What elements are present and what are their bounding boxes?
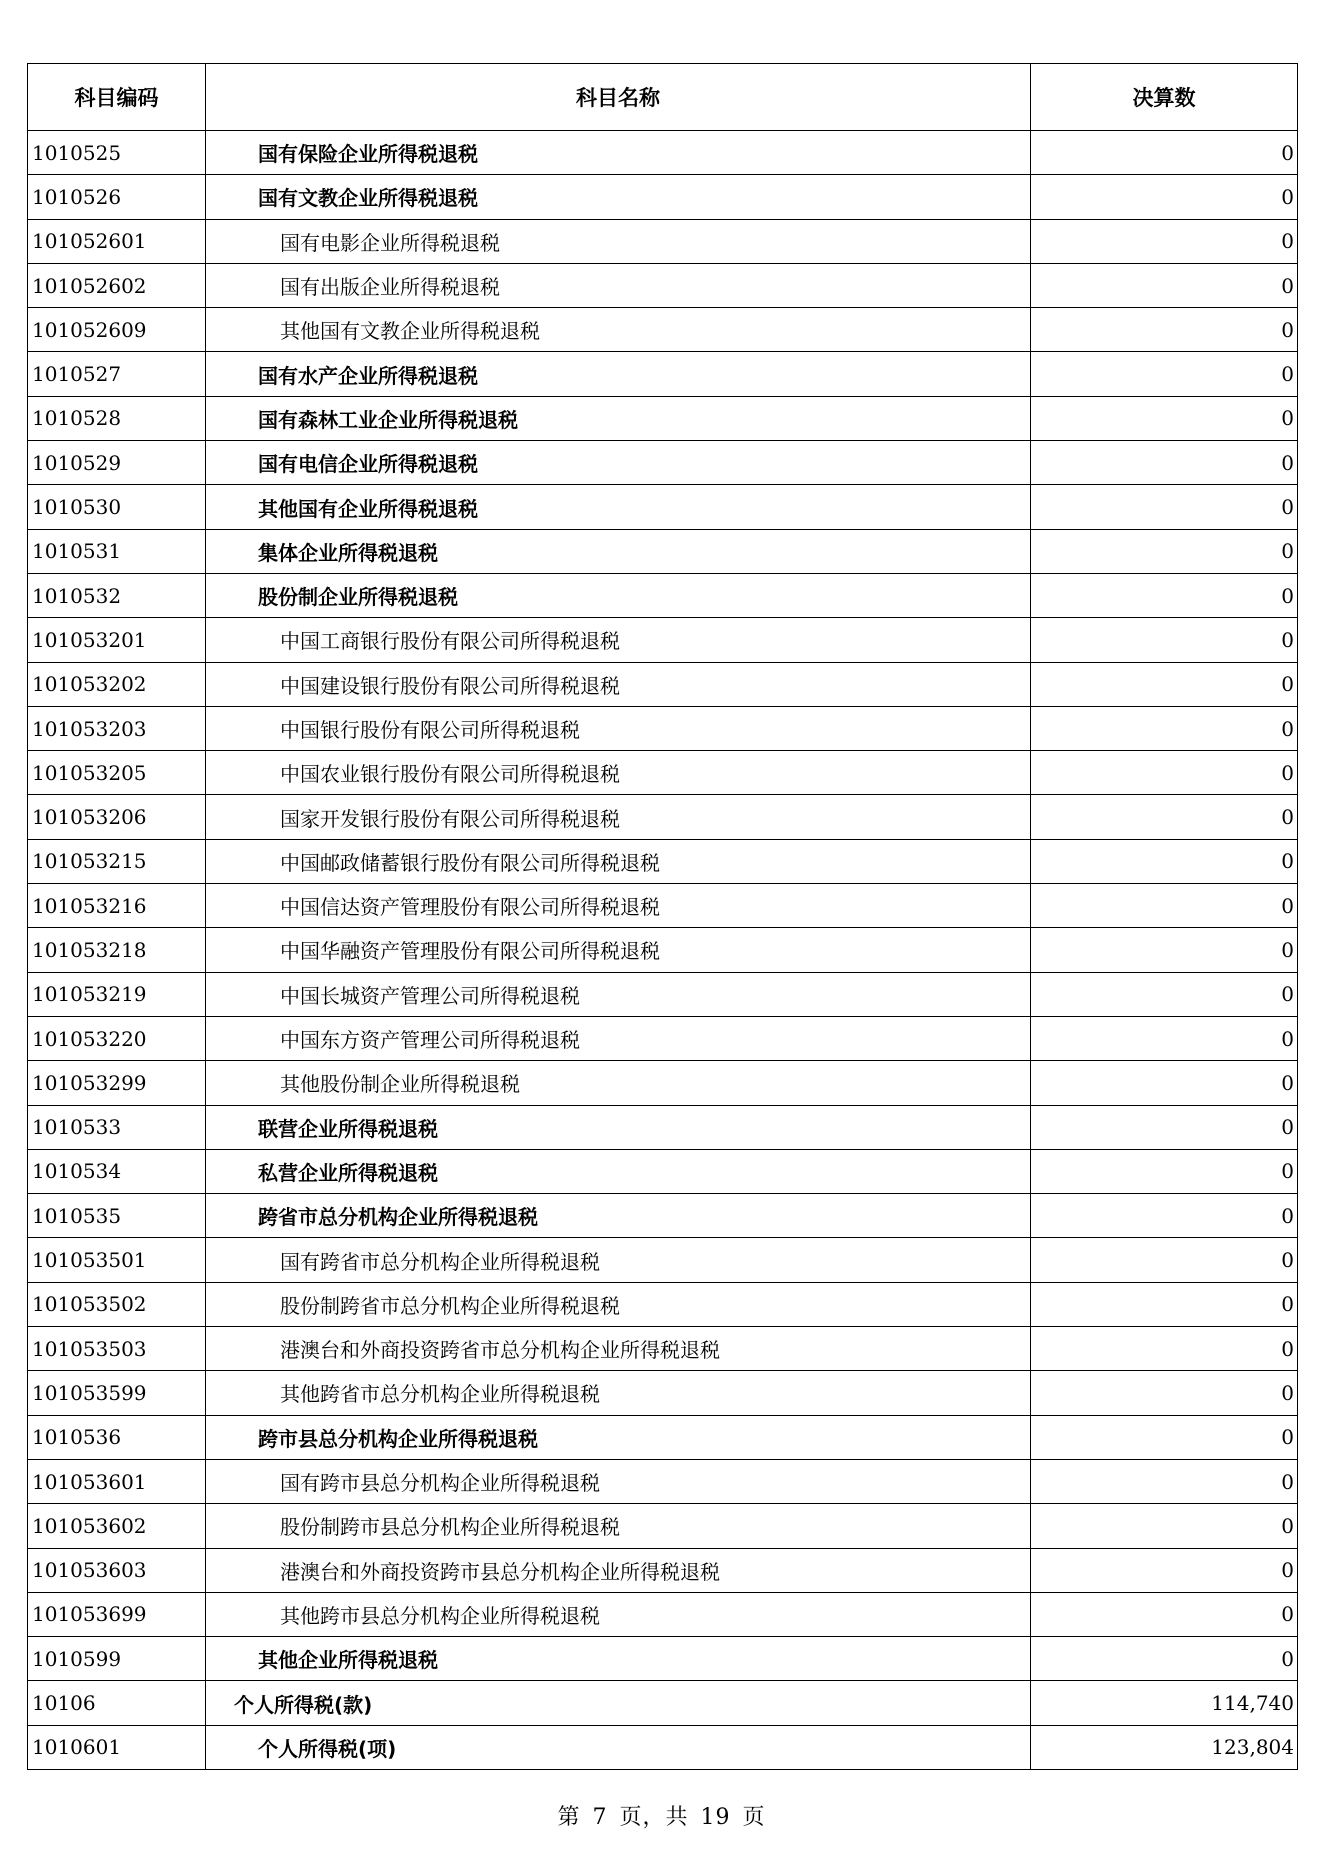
header-name: 科目名称 — [206, 64, 1031, 131]
row-code: 1010534 — [28, 1149, 206, 1193]
row-value: 0 — [1031, 1415, 1298, 1459]
row-name: 股份制跨市县总分机构企业所得税退税 — [206, 1504, 1031, 1548]
row-code: 1010535 — [28, 1194, 206, 1238]
row-value: 0 — [1031, 928, 1298, 972]
row-name: 股份制企业所得税退税 — [206, 573, 1031, 617]
table-row — [28, 1105, 1298, 1149]
row-value: 0 — [1031, 529, 1298, 573]
row-name: 跨省市总分机构企业所得税退税 — [206, 1194, 1031, 1238]
row-value: 0 — [1031, 1371, 1298, 1415]
table-row — [28, 131, 1298, 175]
budget-table-container — [27, 63, 1297, 1770]
row-value: 0 — [1031, 131, 1298, 175]
row-value: 0 — [1031, 1504, 1298, 1548]
table-row — [28, 1327, 1298, 1371]
table-row — [28, 795, 1298, 839]
table-row — [28, 485, 1298, 529]
row-name: 国有出版企业所得税退税 — [206, 263, 1031, 307]
row-value: 0 — [1031, 441, 1298, 485]
row-name: 其他跨市县总分机构企业所得税退税 — [206, 1592, 1031, 1636]
row-value: 0 — [1031, 308, 1298, 352]
row-name: 其他国有企业所得税退税 — [206, 485, 1031, 529]
table-row — [28, 751, 1298, 795]
header-code: 科目编码 — [28, 64, 206, 131]
row-value: 0 — [1031, 352, 1298, 396]
row-name: 国有森林工业企业所得税退税 — [206, 396, 1031, 440]
table-row — [28, 441, 1298, 485]
row-name: 国有水产企业所得税退税 — [206, 352, 1031, 396]
row-name: 港澳台和外商投资跨市县总分机构企业所得税退税 — [206, 1548, 1031, 1592]
row-code: 101053220 — [28, 1016, 206, 1060]
table-row — [28, 1415, 1298, 1459]
table-row — [28, 1592, 1298, 1636]
row-value: 0 — [1031, 175, 1298, 219]
table-row — [28, 1459, 1298, 1503]
row-code: 101053502 — [28, 1282, 206, 1326]
row-value: 0 — [1031, 1282, 1298, 1326]
row-value: 0 — [1031, 795, 1298, 839]
table-row — [28, 263, 1298, 307]
row-value: 0 — [1031, 618, 1298, 662]
table-row — [28, 928, 1298, 972]
row-value: 0 — [1031, 573, 1298, 617]
row-value: 0 — [1031, 1061, 1298, 1105]
row-name: 个人所得税(项) — [206, 1725, 1031, 1769]
header-value: 决算数 — [1031, 64, 1298, 131]
row-name: 私营企业所得税退税 — [206, 1149, 1031, 1193]
row-value: 0 — [1031, 1238, 1298, 1282]
row-name: 国有电影企业所得税退税 — [206, 219, 1031, 263]
row-name: 国有保险企业所得税退税 — [206, 131, 1031, 175]
budget-table — [27, 63, 1298, 1770]
footer-page-number: 7 — [592, 1805, 608, 1830]
row-name: 其他股份制企业所得税退税 — [206, 1061, 1031, 1105]
row-name: 中国华融资产管理股份有限公司所得税退税 — [206, 928, 1031, 972]
row-name: 国有跨市县总分机构企业所得税退税 — [206, 1459, 1031, 1503]
row-name: 中国工商银行股份有限公司所得税退税 — [206, 618, 1031, 662]
row-code: 101053599 — [28, 1371, 206, 1415]
row-code: 101052601 — [28, 219, 206, 263]
row-code: 1010528 — [28, 396, 206, 440]
table-row — [28, 1194, 1298, 1238]
row-value: 0 — [1031, 1194, 1298, 1238]
table-row — [28, 1637, 1298, 1681]
table-row — [28, 839, 1298, 883]
table-row — [28, 1016, 1298, 1060]
row-name: 中国信达资产管理股份有限公司所得税退税 — [206, 884, 1031, 928]
row-name: 国有文教企业所得税退税 — [206, 175, 1031, 219]
row-code: 101053603 — [28, 1548, 206, 1592]
row-value: 123,804 — [1031, 1725, 1298, 1769]
row-code: 10106 — [28, 1681, 206, 1725]
row-value: 0 — [1031, 1637, 1298, 1681]
row-name: 中国东方资产管理公司所得税退税 — [206, 1016, 1031, 1060]
row-code: 101053503 — [28, 1327, 206, 1371]
row-value: 0 — [1031, 1592, 1298, 1636]
row-name: 跨市县总分机构企业所得税退税 — [206, 1415, 1031, 1459]
row-code: 1010536 — [28, 1415, 206, 1459]
row-value: 0 — [1031, 1548, 1298, 1592]
table-row — [28, 1548, 1298, 1592]
row-name: 个人所得税(款) — [206, 1681, 1031, 1725]
row-value: 0 — [1031, 839, 1298, 883]
table-row — [28, 1238, 1298, 1282]
table-row — [28, 884, 1298, 928]
row-value: 0 — [1031, 1459, 1298, 1503]
page-footer — [0, 1800, 1323, 1831]
row-code: 101053202 — [28, 662, 206, 706]
table-row — [28, 1149, 1298, 1193]
row-value: 0 — [1031, 884, 1298, 928]
row-value: 0 — [1031, 1016, 1298, 1060]
row-name: 中国建设银行股份有限公司所得税退税 — [206, 662, 1031, 706]
table-row — [28, 1061, 1298, 1105]
footer-suffix: 页 — [742, 1805, 766, 1830]
row-code: 101053216 — [28, 884, 206, 928]
table-row — [28, 308, 1298, 352]
row-value: 0 — [1031, 706, 1298, 750]
row-name: 港澳台和外商投资跨省市总分机构企业所得税退税 — [206, 1327, 1031, 1371]
table-row — [28, 1282, 1298, 1326]
row-value: 114,740 — [1031, 1681, 1298, 1725]
row-code: 1010529 — [28, 441, 206, 485]
table-body — [28, 131, 1298, 1770]
row-value: 0 — [1031, 263, 1298, 307]
row-name: 中国农业银行股份有限公司所得税退税 — [206, 751, 1031, 795]
row-code: 101053299 — [28, 1061, 206, 1105]
row-name: 联营企业所得税退税 — [206, 1105, 1031, 1149]
row-value: 0 — [1031, 1327, 1298, 1371]
table-row — [28, 219, 1298, 263]
row-code: 1010530 — [28, 485, 206, 529]
footer-mid: 页，共 — [619, 1805, 689, 1830]
table-row — [28, 1504, 1298, 1548]
row-code: 101053206 — [28, 795, 206, 839]
footer-prefix: 第 — [557, 1805, 581, 1830]
row-value: 0 — [1031, 751, 1298, 795]
row-name: 其他企业所得税退税 — [206, 1637, 1031, 1681]
row-code: 101053602 — [28, 1504, 206, 1548]
row-code: 1010599 — [28, 1637, 206, 1681]
row-code: 101052609 — [28, 308, 206, 352]
row-code: 101053601 — [28, 1459, 206, 1503]
row-name: 国有跨省市总分机构企业所得税退税 — [206, 1238, 1031, 1282]
table-row — [28, 573, 1298, 617]
row-code: 101053699 — [28, 1592, 206, 1636]
table-row — [28, 396, 1298, 440]
row-code: 101053201 — [28, 618, 206, 662]
row-name: 其他国有文教企业所得税退税 — [206, 308, 1031, 352]
row-value: 0 — [1031, 485, 1298, 529]
table-row — [28, 972, 1298, 1016]
table-row — [28, 618, 1298, 662]
row-name: 集体企业所得税退税 — [206, 529, 1031, 573]
row-value: 0 — [1031, 396, 1298, 440]
row-name: 中国长城资产管理公司所得税退税 — [206, 972, 1031, 1016]
table-row — [28, 529, 1298, 573]
row-code: 101053501 — [28, 1238, 206, 1282]
row-value: 0 — [1031, 219, 1298, 263]
row-code: 101053218 — [28, 928, 206, 972]
row-code: 1010601 — [28, 1725, 206, 1769]
row-name: 股份制跨省市总分机构企业所得税退税 — [206, 1282, 1031, 1326]
table-header-row — [28, 64, 1298, 131]
row-code: 1010532 — [28, 573, 206, 617]
row-name: 中国银行股份有限公司所得税退税 — [206, 706, 1031, 750]
footer-total-pages: 19 — [700, 1805, 731, 1830]
row-code: 1010531 — [28, 529, 206, 573]
row-value: 0 — [1031, 1149, 1298, 1193]
table-row — [28, 175, 1298, 219]
table-row — [28, 352, 1298, 396]
row-code: 101053203 — [28, 706, 206, 750]
table-row — [28, 1725, 1298, 1769]
table-row — [28, 1681, 1298, 1725]
row-value: 0 — [1031, 662, 1298, 706]
row-name: 国家开发银行股份有限公司所得税退税 — [206, 795, 1031, 839]
table-row — [28, 1371, 1298, 1415]
table-row — [28, 706, 1298, 750]
row-code: 101053219 — [28, 972, 206, 1016]
row-value: 0 — [1031, 972, 1298, 1016]
row-code: 101053215 — [28, 839, 206, 883]
row-code: 1010527 — [28, 352, 206, 396]
row-code: 1010533 — [28, 1105, 206, 1149]
row-name: 其他跨省市总分机构企业所得税退税 — [206, 1371, 1031, 1415]
row-name: 国有电信企业所得税退税 — [206, 441, 1031, 485]
row-code: 101052602 — [28, 263, 206, 307]
row-code: 1010526 — [28, 175, 206, 219]
row-code: 101053205 — [28, 751, 206, 795]
table-row — [28, 662, 1298, 706]
row-value: 0 — [1031, 1105, 1298, 1149]
row-name: 中国邮政储蓄银行股份有限公司所得税退税 — [206, 839, 1031, 883]
row-code: 1010525 — [28, 131, 206, 175]
